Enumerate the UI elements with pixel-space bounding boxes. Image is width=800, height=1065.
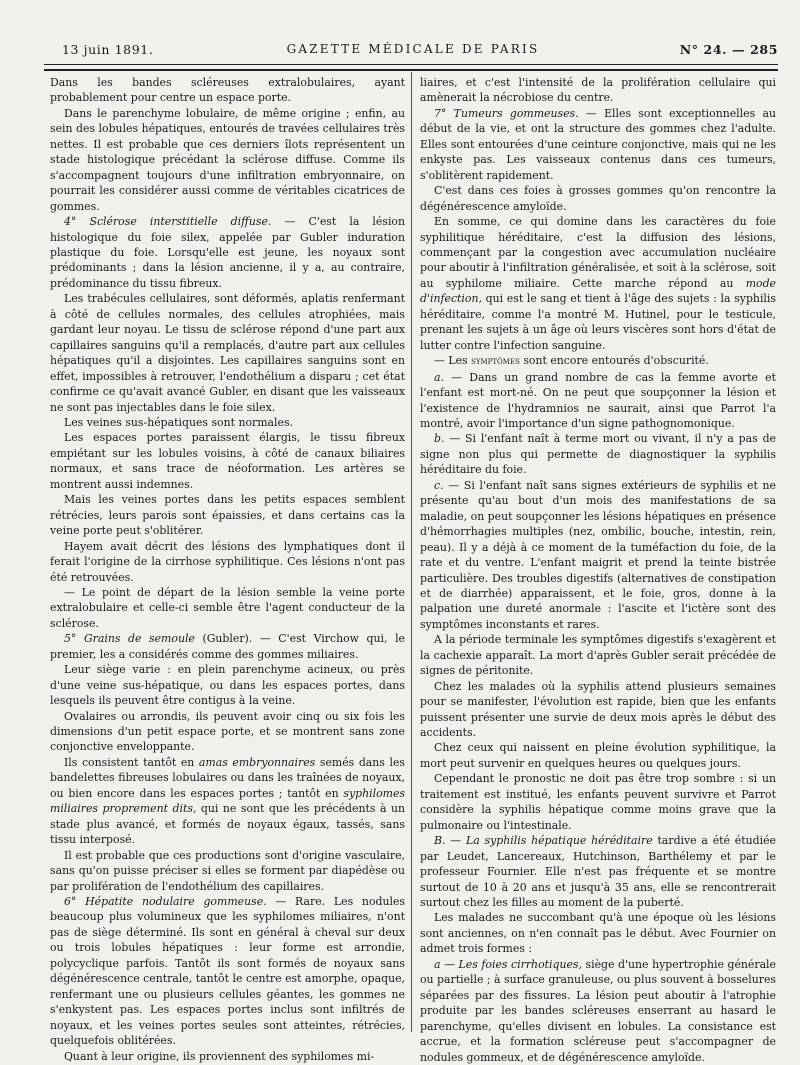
paragraph-text: Cependant le pronostic ne doit pas être trop sombre : si un traitement est institué, les enfants peuvent survivre et Parrot considère la syphilis hépatique comme moins grave que la pulmonaire ou l'intestinale. (420, 772, 776, 832)
paragraph (420, 632, 776, 678)
italic-text: mode d'infection, (420, 276, 776, 306)
section-lead: a — Les foies cirrhotiques, (434, 957, 582, 971)
paragraph-text: — (445, 834, 466, 848)
paragraph-text: — Le point de départ de la lésion semble la veine porte extralobulaire et celle-ci semble être l'agent conducteur de la sclérose. (50, 585, 405, 630)
paragraph (420, 353, 776, 369)
paragraph-text: qui est le sang et tient à l'âge des sujets : la syphilis héréditaire, comme l'a montré M. Hutinel, pour le testicule, prenant les sujets à un âge où leurs viscères sont hors d'état de lutter contre l'infection sanguine. (420, 292, 776, 352)
header-rule (44, 64, 778, 71)
paragraph-text: Les espaces portes paraissent élargis, le tissu fibreux empiétant sur les lobules voisins, à côté de canaux biliaires normaux, et sans trace de néoformation. Les artères se montrent aussi indemnes. (50, 431, 405, 491)
journal-title: GAZETTE MÉDICALE DE PARIS (286, 42, 540, 56)
italic-text: amas embryonnaires (198, 755, 316, 769)
paragraph-text: Mais les veines portes dans les petits espaces semblent rétrécies, leurs parois sont épaissies, et dans certains cas la veine porte peut s'oblitérer. (50, 493, 405, 538)
paragraph-text: C'est dans ces foies à grosses gommes qu'on rencontre la dégénérescence amyloïde. (420, 184, 776, 213)
paragraph-text: Les trabécules cellulaires, sont déformés, aplatis renfermant à côté de cellules normales, des cellules atrophiées, mais gardant leur noyau. Le tissu de sclérose répond d'une part aux capillaires sanguins qu'il a remplacés, d'autre part aux cellules hépatiques qu'il a disjointes. Les capillaires sanguins sont en effet, impossibles à retrouver, l'endothélium a disparu ; cet état confirme ce qu'avait avancé Gubler, en disant que les vaisseaux ne sont pas injectables dans le foie silex. (50, 292, 405, 414)
paragraph-text: Ils consistent tantôt en (64, 755, 199, 769)
section-lead: b. (434, 432, 445, 446)
paragraph (50, 662, 405, 708)
section-lead: 5° Grains de semoule (64, 632, 195, 646)
paragraph (420, 370, 776, 432)
paragraph (50, 631, 405, 662)
section-lead: c. (434, 478, 444, 492)
paragraph-text: — Les (434, 354, 472, 368)
paragraph-text: Dans le parenchyme lobulaire, de même origine ; enfin, au sein des lobules hépatiques, entourés de travées cellulaires très nettes. Il est probable que ces derniers îlots représentent un stade histologique précédant la sclérose diffuse. Comme ils s'accompagnent toujours d'une infiltration embryonnaire, on pourrait les considérer aussi comme de véritables cicatrices de gommes. (50, 106, 405, 213)
paragraph-text: sont encore entourés d'obscurité. (519, 354, 709, 368)
paragraph-text: — Elles sont exceptionnelles au début de la vie, et ont la structure des gommes chez l'adulte. Elles sont entourées d'une ceinture conjonctive, mais qui ne les enkyste pas. Les vaisseaux contenus dans ces tumeurs, s'oblitèrent rapidement. (420, 106, 776, 182)
paragraph (50, 492, 405, 538)
italic-text: syphilomes miliaires proprement dits, (50, 786, 405, 816)
paragraph (420, 183, 776, 214)
paragraph-text: Les malades ne succombant qu'à une époque où les lésions sont anciennes, on n'en connaît pas le début. Avec Fournier on admet trois formes : (420, 911, 776, 956)
paragraph-text: Hayem avait décrit des lésions des lymphatiques dont il ferait l'origine de la cirrhose syphilitique. Ces lésions n'ont pas été retrouvées. (50, 539, 405, 584)
paragraph (420, 75, 776, 106)
header-date: 13 juin 1891. (62, 42, 154, 57)
paragraph-text: — C'est la lésion histologique du foie silex, appelée par Gubler induration plastique du foie. Lorsqu'elle est jeune, les noyaux sont prédominants ; dans la lésion ancienne, il y a, au contraire, prédominance du tissu fibreux. (50, 215, 405, 290)
paragraph (50, 75, 405, 106)
right-column (420, 75, 776, 1065)
section-lead: B. (434, 834, 446, 848)
paragraph (50, 430, 405, 492)
running-header (48, 42, 778, 62)
paragraph (50, 539, 405, 585)
left-column (50, 75, 405, 1064)
paragraph-text: Ovalaires ou arrondis, ils peuvent avoir cinq ou six fois les dimensions d'un petit espace porte, et se montrent sans zone conjonctive enveloppante. (50, 709, 405, 754)
paragraph-text: Quant à leur origine, ils proviennent des syphilomes mi- (64, 1049, 375, 1063)
paragraph-text: En somme, ce qui domine dans les caractères du foie syphilitique héréditaire, c'est la diffusion des lésions, commençant par la congestion avec accumulation nucléaire pour aboutir à l'infiltration généralisée, et soit à la sclérose, soit au syphilome miliaire. Cette marche répond au (420, 215, 776, 290)
section-lead: a. (434, 370, 444, 384)
paragraph (420, 478, 776, 633)
italic-text: La syphilis hépatique héréditaire (465, 834, 653, 848)
small-caps-text: symptômes (471, 356, 520, 368)
paragraph-text: (Gubler). — C'est Virchow qui, le premier, les a considérés comme des gommes miliaires. (50, 632, 406, 661)
paragraph (420, 771, 776, 833)
paragraph-text: liaires, et c'est l'intensité de la prolifération cellulaire qui amènerait la nécrobiose du centre. (420, 76, 776, 105)
column-divider (411, 72, 412, 1032)
paragraph-text: tardive a été étudiée par Leudet, Lancereaux, Hutchinson, Barthélemy et par le professeur Fournier. Elle n'est pas fréquente et se montre surtout de 10 à 20 ans et jusqu'à 35 ans, elle se rencontrerait surtout chez les filles au moment de la puberté. (420, 834, 776, 910)
paragraph (420, 740, 776, 771)
section-lead: 6° Hépatite nodulaire gommeuse. (64, 895, 267, 909)
paragraph-text: siège d'une hypertrophie générale ou partielle ; à surface granuleuse, ou plus souvent à bosselures séparées par des fissures. La lésion peut aboutir à l'atrophie produite par les bandes scléreuses enserrant au hasard le parenchyme, qu'elles divisent en lobules. La consistance est accrue, et la formation scléreuse peut s'accompagner de nodules gommeux, et de dégénérescence amyloïde. (420, 957, 776, 1064)
paragraph-text: Les veines sus-hépatiques sont normales. (64, 415, 294, 429)
paragraph-text: Chez ceux qui naissent en pleine évolution syphilitique, la mort peut survenir en quelques heures ou quelques jours. (420, 741, 776, 770)
paragraph-text: Chez les malades où la syphilis attend plusieurs semaines pour se manifester, l'évolution est rapide, bien que les enfants puissent présenter une survie de deux mois après le début des accidents. (420, 679, 776, 740)
paragraph (50, 585, 405, 631)
paragraph (420, 957, 776, 1065)
paragraph (420, 214, 776, 353)
paragraph (50, 415, 405, 430)
paragraph (50, 894, 405, 1049)
section-lead: 7° Tumeurs gommeuses. (434, 106, 579, 120)
paragraph-text: — Rare. Les nodules beaucoup plus volumineux que les syphilomes miliaires, n'ont pas de siège déterminé. Ils sont en général à cheval sur deux ou trois lobules hépatiques : leur forme est arrondie, polycyclique parfois. Tantôt ils sont formés de noyaux sans dégénérescence centrale, tantôt le centre est amorphe, opaque, renfermant une ou plusieurs cellules géantes, les gommes ne s'enkystent pas. Les espaces portes inclus sont infiltrés de noyaux, et les veines portes seules sont atteintes, rétrécies, quelquefois oblitérées. (50, 895, 406, 1048)
page-number: N° 24. — 285 (679, 42, 778, 57)
paragraph (50, 1049, 405, 1064)
paragraph-text: qui ne sont que les précédents à un stade plus avancé, et formés de noyaux égaux, tassés, sans tissu interposé. (50, 802, 405, 847)
paragraph (420, 106, 776, 183)
paragraph (50, 291, 405, 415)
paragraph (420, 833, 776, 910)
paragraph-text: — Si l'enfant naît sans signes extérieurs de syphilis et ne présente qu'au bout d'un mois des manifestations de sa maladie, on peut soupçonner les lésions hépatiques en présence d'hémorrhagies multiples (nez, ombilic, bouche, intestin, rein, peau). Il y a déjà à ce moment de la tuméfaction du foie, de la rate et du ventre. L'enfant maigrit et prend la teinte bistrée particulière. Des troubles digestifs (alternatives de constipation et de diarrhée) apparaissent, et le foie, gros, donne à la palpation une dureté anormale : l'ascite et l'ictère sont des symptômes inconstants et rares. (420, 478, 776, 631)
paragraph (420, 431, 776, 477)
paragraph-text: Leur siège varie : en plein parenchyme acineux, ou près d'une veine sus-hépatique, ou dans les espaces portes, dans lesquels ils peuvent être contigus à la veine. (50, 663, 405, 708)
paragraph (50, 106, 405, 214)
paragraph-text: A la période terminale les symptômes digestifs s'exagèrent et la cachexie apparaît. La mort d'après Gubler serait précédée de signes de péritonite. (420, 633, 776, 678)
paragraph (420, 679, 776, 741)
paragraph (50, 848, 405, 894)
paragraph-text: — Si l'enfant naît à terme mort ou vivant, il n'y a pas de signe non plus qui permette de diagnostiquer la syphilis héréditaire du foie. (420, 432, 776, 477)
paragraph-text: — Dans un grand nombre de cas la femme avorte et l'enfant est mort-né. On ne peut que soupçonner la lésion et l'existence de l'hydramnios ne saurait, ainsi que Parrot l'a montré, avoir l'importance d'un signe pathognomonique. (420, 370, 776, 430)
section-lead: 4° Sclérose interstitielle diffuse. (64, 215, 272, 229)
paragraph-text: Il est probable que ces productions sont d'origine vasculaire, sans qu'on puisse préciser si elles se forment par diapédèse ou par prolifération de l'endothélium des capillaires. (50, 848, 405, 893)
paragraph (50, 709, 405, 755)
paragraph (420, 910, 776, 956)
paragraph (50, 214, 405, 291)
paragraph-text: Dans les bandes scléreuses extralobulaires, ayant probablement pour centre un espace porte. (50, 76, 405, 105)
paragraph-text: semés dans les bandelettes fibreuses lobulaires ou dans les traînées de noyaux, ou bien encore dans les espaces portes ; tantôt en (50, 755, 405, 800)
paragraph (50, 755, 405, 848)
